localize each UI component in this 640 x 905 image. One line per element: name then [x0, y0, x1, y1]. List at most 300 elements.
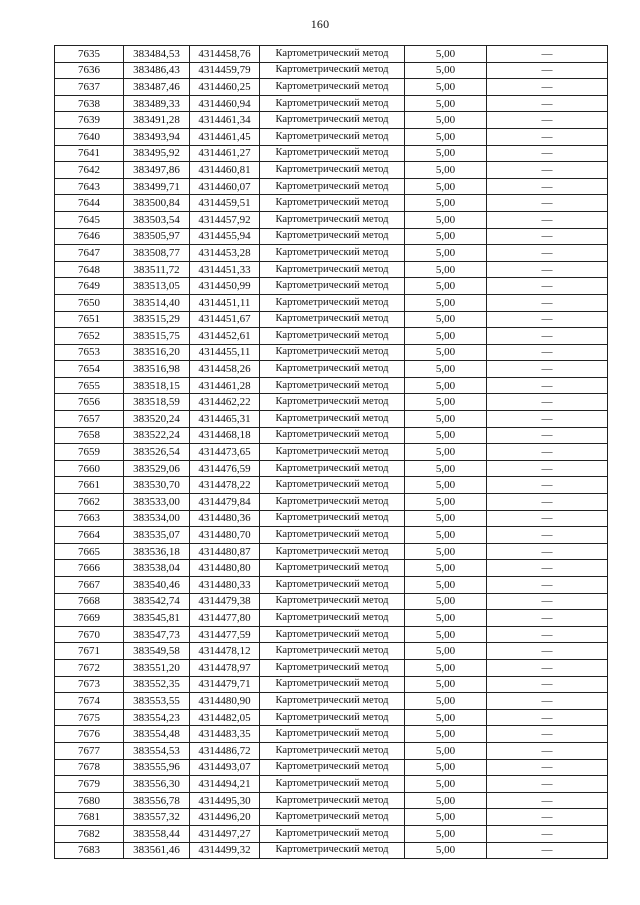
table-row: [55, 643, 608, 660]
x-coordinate-cell: 383538,04: [124, 560, 190, 577]
point-number-cell: 7648: [55, 261, 124, 278]
accuracy-cell: 5,00: [405, 693, 487, 710]
accuracy-cell: 5,00: [405, 195, 487, 212]
page-number: 160: [310, 17, 330, 31]
accuracy-cell: 5,00: [405, 311, 487, 328]
method-cell: Картометрический метод: [260, 444, 405, 461]
method-cell: Картометрический метод: [260, 112, 405, 129]
point-number-cell: 7673: [55, 676, 124, 693]
accuracy-cell: 5,00: [405, 577, 487, 594]
point-number-cell: 7645: [55, 211, 124, 228]
x-coordinate-cell: 383499,71: [124, 178, 190, 195]
table-row: [55, 79, 608, 96]
y-coordinate-cell: 4314452,61: [190, 328, 260, 345]
point-number-cell: 7637: [55, 79, 124, 96]
table-row: [55, 344, 608, 361]
point-number-cell: 7635: [55, 46, 124, 63]
accuracy-cell: 5,00: [405, 460, 487, 477]
dash-cell: —: [487, 626, 608, 643]
point-number-cell: 7640: [55, 128, 124, 145]
dash-cell: —: [487, 610, 608, 627]
dash-cell: —: [487, 411, 608, 428]
accuracy-cell: 5,00: [405, 444, 487, 461]
method-cell: Картометрический метод: [260, 809, 405, 826]
point-number-cell: 7664: [55, 527, 124, 544]
y-coordinate-cell: 4314461,45: [190, 128, 260, 145]
table-row: [55, 809, 608, 826]
y-coordinate-cell: 4314478,22: [190, 477, 260, 494]
method-cell: Картометрический метод: [260, 693, 405, 710]
y-coordinate-cell: 4314460,07: [190, 178, 260, 195]
table-row: [55, 726, 608, 743]
y-coordinate-cell: 4314455,94: [190, 228, 260, 245]
accuracy-cell: 5,00: [405, 776, 487, 793]
dash-cell: —: [487, 95, 608, 112]
table-row: [55, 211, 608, 228]
point-number-cell: 7674: [55, 693, 124, 710]
dash-cell: —: [487, 776, 608, 793]
table-row: [55, 825, 608, 842]
accuracy-cell: 5,00: [405, 809, 487, 826]
y-coordinate-cell: 4314482,05: [190, 709, 260, 726]
x-coordinate-cell: 383553,55: [124, 693, 190, 710]
accuracy-cell: 5,00: [405, 95, 487, 112]
y-coordinate-cell: 4314460,81: [190, 162, 260, 179]
x-coordinate-cell: 383511,72: [124, 261, 190, 278]
point-number-cell: 7678: [55, 759, 124, 776]
point-number-cell: 7649: [55, 278, 124, 295]
dash-cell: —: [487, 759, 608, 776]
method-cell: Картометрический метод: [260, 626, 405, 643]
accuracy-cell: 5,00: [405, 245, 487, 262]
method-cell: Картометрический метод: [260, 344, 405, 361]
x-coordinate-cell: 383545,81: [124, 610, 190, 627]
x-coordinate-cell: 383533,00: [124, 494, 190, 511]
point-number-cell: 7663: [55, 510, 124, 527]
method-cell: Картометрический метод: [260, 543, 405, 560]
accuracy-cell: 5,00: [405, 344, 487, 361]
dash-cell: —: [487, 361, 608, 378]
method-cell: Картометрический метод: [260, 709, 405, 726]
y-coordinate-cell: 4314478,12: [190, 643, 260, 660]
x-coordinate-cell: 383536,18: [124, 543, 190, 560]
accuracy-cell: 5,00: [405, 560, 487, 577]
accuracy-cell: 5,00: [405, 145, 487, 162]
dash-cell: —: [487, 128, 608, 145]
point-number-cell: 7660: [55, 460, 124, 477]
dash-cell: —: [487, 709, 608, 726]
table-row: [55, 742, 608, 759]
point-number-cell: 7683: [55, 842, 124, 859]
accuracy-cell: 5,00: [405, 79, 487, 96]
accuracy-cell: 5,00: [405, 593, 487, 610]
point-number-cell: 7656: [55, 394, 124, 411]
table-row: [55, 195, 608, 212]
y-coordinate-cell: 4314450,99: [190, 278, 260, 295]
method-cell: Картометрический метод: [260, 377, 405, 394]
y-coordinate-cell: 4314461,27: [190, 145, 260, 162]
accuracy-cell: 5,00: [405, 510, 487, 527]
point-number-cell: 7643: [55, 178, 124, 195]
point-number-cell: 7658: [55, 427, 124, 444]
x-coordinate-cell: 383491,28: [124, 112, 190, 129]
x-coordinate-cell: 383514,40: [124, 294, 190, 311]
point-number-cell: 7672: [55, 659, 124, 676]
x-coordinate-cell: 383547,73: [124, 626, 190, 643]
point-number-cell: 7644: [55, 195, 124, 212]
table-row: [55, 261, 608, 278]
method-cell: Картометрический метод: [260, 742, 405, 759]
method-cell: Картометрический метод: [260, 643, 405, 660]
method-cell: Картометрический метод: [260, 494, 405, 511]
x-coordinate-cell: 383484,53: [124, 46, 190, 63]
accuracy-cell: 5,00: [405, 676, 487, 693]
method-cell: Картометрический метод: [260, 610, 405, 627]
table-row: [55, 693, 608, 710]
x-coordinate-cell: 383554,23: [124, 709, 190, 726]
table-row: [55, 593, 608, 610]
method-cell: Картометрический метод: [260, 593, 405, 610]
table-row: [55, 759, 608, 776]
y-coordinate-cell: 4314461,34: [190, 112, 260, 129]
accuracy-cell: 5,00: [405, 527, 487, 544]
dash-cell: —: [487, 792, 608, 809]
y-coordinate-cell: 4314458,26: [190, 361, 260, 378]
table-row: [55, 311, 608, 328]
dash-cell: —: [487, 228, 608, 245]
y-coordinate-cell: 4314480,80: [190, 560, 260, 577]
point-number-cell: 7642: [55, 162, 124, 179]
point-number-cell: 7666: [55, 560, 124, 577]
y-coordinate-cell: 4314477,59: [190, 626, 260, 643]
x-coordinate-cell: 383551,20: [124, 659, 190, 676]
point-number-cell: 7657: [55, 411, 124, 428]
table-row: [55, 228, 608, 245]
y-coordinate-cell: 4314451,67: [190, 311, 260, 328]
dash-cell: —: [487, 825, 608, 842]
x-coordinate-cell: 383561,46: [124, 842, 190, 859]
table-row: [55, 294, 608, 311]
x-coordinate-cell: 383516,20: [124, 344, 190, 361]
x-coordinate-cell: 383554,53: [124, 742, 190, 759]
dash-cell: —: [487, 112, 608, 129]
x-coordinate-cell: 383530,70: [124, 477, 190, 494]
dash-cell: —: [487, 742, 608, 759]
point-number-cell: 7650: [55, 294, 124, 311]
table-row: [55, 626, 608, 643]
coordinates-table-body: [55, 46, 608, 859]
method-cell: Картометрический метод: [260, 659, 405, 676]
table-row: [55, 676, 608, 693]
dash-cell: —: [487, 211, 608, 228]
x-coordinate-cell: 383555,96: [124, 759, 190, 776]
x-coordinate-cell: 383535,07: [124, 527, 190, 544]
x-coordinate-cell: 383518,59: [124, 394, 190, 411]
point-number-cell: 7659: [55, 444, 124, 461]
table-row: [55, 444, 608, 461]
dash-cell: —: [487, 328, 608, 345]
accuracy-cell: 5,00: [405, 643, 487, 660]
accuracy-cell: 5,00: [405, 792, 487, 809]
accuracy-cell: 5,00: [405, 112, 487, 129]
point-number-cell: 7677: [55, 742, 124, 759]
x-coordinate-cell: 383540,46: [124, 577, 190, 594]
x-coordinate-cell: 383489,33: [124, 95, 190, 112]
point-number-cell: 7680: [55, 792, 124, 809]
table-row: [55, 46, 608, 63]
accuracy-cell: 5,00: [405, 825, 487, 842]
dash-cell: —: [487, 593, 608, 610]
point-number-cell: 7636: [55, 62, 124, 79]
dash-cell: —: [487, 693, 608, 710]
point-number-cell: 7670: [55, 626, 124, 643]
method-cell: Картометрический метод: [260, 759, 405, 776]
y-coordinate-cell: 4314465,31: [190, 411, 260, 428]
method-cell: Картометрический метод: [260, 676, 405, 693]
table-row: [55, 510, 608, 527]
y-coordinate-cell: 4314468,18: [190, 427, 260, 444]
method-cell: Картометрический метод: [260, 560, 405, 577]
point-number-cell: 7668: [55, 593, 124, 610]
point-number-cell: 7639: [55, 112, 124, 129]
table-row: [55, 709, 608, 726]
dash-cell: —: [487, 444, 608, 461]
y-coordinate-cell: 4314479,71: [190, 676, 260, 693]
point-number-cell: 7662: [55, 494, 124, 511]
table-row: [55, 178, 608, 195]
y-coordinate-cell: 4314479,84: [190, 494, 260, 511]
method-cell: Картометрический метод: [260, 394, 405, 411]
method-cell: Картометрический метод: [260, 792, 405, 809]
y-coordinate-cell: 4314460,94: [190, 95, 260, 112]
accuracy-cell: 5,00: [405, 261, 487, 278]
x-coordinate-cell: 383542,74: [124, 593, 190, 610]
y-coordinate-cell: 4314497,27: [190, 825, 260, 842]
y-coordinate-cell: 4314460,25: [190, 79, 260, 96]
accuracy-cell: 5,00: [405, 427, 487, 444]
point-number-cell: 7652: [55, 328, 124, 345]
method-cell: Картометрический метод: [260, 62, 405, 79]
dash-cell: —: [487, 643, 608, 660]
method-cell: Картометрический метод: [260, 427, 405, 444]
dash-cell: —: [487, 659, 608, 676]
dash-cell: —: [487, 178, 608, 195]
accuracy-cell: 5,00: [405, 543, 487, 560]
accuracy-cell: 5,00: [405, 228, 487, 245]
y-coordinate-cell: 4314459,79: [190, 62, 260, 79]
method-cell: Картометрический метод: [260, 162, 405, 179]
table-row: [55, 62, 608, 79]
x-coordinate-cell: 383508,77: [124, 245, 190, 262]
y-coordinate-cell: 4314477,80: [190, 610, 260, 627]
dash-cell: —: [487, 477, 608, 494]
accuracy-cell: 5,00: [405, 62, 487, 79]
x-coordinate-cell: 383556,78: [124, 792, 190, 809]
table-row: [55, 842, 608, 859]
method-cell: Картометрический метод: [260, 211, 405, 228]
method-cell: Картометрический метод: [260, 311, 405, 328]
x-coordinate-cell: 383487,46: [124, 79, 190, 96]
method-cell: Картометрический метод: [260, 726, 405, 743]
table-row: [55, 577, 608, 594]
accuracy-cell: 5,00: [405, 610, 487, 627]
accuracy-cell: 5,00: [405, 709, 487, 726]
point-number-cell: 7675: [55, 709, 124, 726]
table-row: [55, 394, 608, 411]
dash-cell: —: [487, 162, 608, 179]
y-coordinate-cell: 4314495,30: [190, 792, 260, 809]
method-cell: Картометрический метод: [260, 361, 405, 378]
dash-cell: —: [487, 394, 608, 411]
dash-cell: —: [487, 79, 608, 96]
method-cell: Картометрический метод: [260, 79, 405, 96]
y-coordinate-cell: 4314486,72: [190, 742, 260, 759]
accuracy-cell: 5,00: [405, 742, 487, 759]
table-row: [55, 128, 608, 145]
y-coordinate-cell: 4314478,97: [190, 659, 260, 676]
method-cell: Картометрический метод: [260, 527, 405, 544]
dash-cell: —: [487, 145, 608, 162]
dash-cell: —: [487, 726, 608, 743]
dash-cell: —: [487, 245, 608, 262]
y-coordinate-cell: 4314494,21: [190, 776, 260, 793]
table-row: [55, 477, 608, 494]
y-coordinate-cell: 4314499,32: [190, 842, 260, 859]
dash-cell: —: [487, 278, 608, 295]
dash-cell: —: [487, 344, 608, 361]
accuracy-cell: 5,00: [405, 278, 487, 295]
method-cell: Картометрический метод: [260, 95, 405, 112]
point-number-cell: 7682: [55, 825, 124, 842]
accuracy-cell: 5,00: [405, 46, 487, 63]
x-coordinate-cell: 383516,98: [124, 361, 190, 378]
accuracy-cell: 5,00: [405, 494, 487, 511]
dash-cell: —: [487, 261, 608, 278]
x-coordinate-cell: 383505,97: [124, 228, 190, 245]
dash-cell: —: [487, 311, 608, 328]
accuracy-cell: 5,00: [405, 328, 487, 345]
method-cell: Картометрический метод: [260, 128, 405, 145]
x-coordinate-cell: 383529,06: [124, 460, 190, 477]
table-row: [55, 560, 608, 577]
method-cell: Картометрический метод: [260, 228, 405, 245]
method-cell: Картометрический метод: [260, 510, 405, 527]
table-row: [55, 460, 608, 477]
y-coordinate-cell: 4314480,36: [190, 510, 260, 527]
accuracy-cell: 5,00: [405, 842, 487, 859]
method-cell: Картометрический метод: [260, 261, 405, 278]
table-row: [55, 659, 608, 676]
table-row: [55, 792, 608, 809]
accuracy-cell: 5,00: [405, 294, 487, 311]
method-cell: Картометрический метод: [260, 842, 405, 859]
y-coordinate-cell: 4314462,22: [190, 394, 260, 411]
point-number-cell: 7655: [55, 377, 124, 394]
table-row: [55, 145, 608, 162]
accuracy-cell: 5,00: [405, 361, 487, 378]
point-number-cell: 7654: [55, 361, 124, 378]
accuracy-cell: 5,00: [405, 626, 487, 643]
table-row: [55, 95, 608, 112]
table-row: [55, 361, 608, 378]
accuracy-cell: 5,00: [405, 377, 487, 394]
x-coordinate-cell: 383554,48: [124, 726, 190, 743]
point-number-cell: 7651: [55, 311, 124, 328]
y-coordinate-cell: 4314459,51: [190, 195, 260, 212]
y-coordinate-cell: 4314483,35: [190, 726, 260, 743]
y-coordinate-cell: 4314479,38: [190, 593, 260, 610]
x-coordinate-cell: 383493,94: [124, 128, 190, 145]
table-row: [55, 112, 608, 129]
y-coordinate-cell: 4314480,33: [190, 577, 260, 594]
x-coordinate-cell: 383558,44: [124, 825, 190, 842]
dash-cell: —: [487, 294, 608, 311]
point-number-cell: 7679: [55, 776, 124, 793]
table-row: [55, 278, 608, 295]
method-cell: Картометрический метод: [260, 145, 405, 162]
accuracy-cell: 5,00: [405, 178, 487, 195]
method-cell: Картометрический метод: [260, 294, 405, 311]
accuracy-cell: 5,00: [405, 411, 487, 428]
table-row: [55, 328, 608, 345]
method-cell: Картометрический метод: [260, 460, 405, 477]
dash-cell: —: [487, 527, 608, 544]
table-row: [55, 245, 608, 262]
y-coordinate-cell: 4314473,65: [190, 444, 260, 461]
dash-cell: —: [487, 377, 608, 394]
point-number-cell: 7676: [55, 726, 124, 743]
accuracy-cell: 5,00: [405, 394, 487, 411]
accuracy-cell: 5,00: [405, 128, 487, 145]
x-coordinate-cell: 383557,32: [124, 809, 190, 826]
accuracy-cell: 5,00: [405, 162, 487, 179]
method-cell: Картометрический метод: [260, 46, 405, 63]
table-row: [55, 543, 608, 560]
point-number-cell: 7653: [55, 344, 124, 361]
y-coordinate-cell: 4314453,28: [190, 245, 260, 262]
x-coordinate-cell: 383486,43: [124, 62, 190, 79]
y-coordinate-cell: 4314457,92: [190, 211, 260, 228]
x-coordinate-cell: 383522,24: [124, 427, 190, 444]
method-cell: Картометрический метод: [260, 411, 405, 428]
accuracy-cell: 5,00: [405, 211, 487, 228]
table-row: [55, 776, 608, 793]
table-row: [55, 377, 608, 394]
x-coordinate-cell: 383549,58: [124, 643, 190, 660]
x-coordinate-cell: 383534,00: [124, 510, 190, 527]
method-cell: Картометрический метод: [260, 328, 405, 345]
method-cell: Картометрический метод: [260, 178, 405, 195]
y-coordinate-cell: 4314458,76: [190, 46, 260, 63]
point-number-cell: 7638: [55, 95, 124, 112]
table-row: [55, 411, 608, 428]
dash-cell: —: [487, 494, 608, 511]
dash-cell: —: [487, 676, 608, 693]
dash-cell: —: [487, 510, 608, 527]
method-cell: Картометрический метод: [260, 776, 405, 793]
dash-cell: —: [487, 842, 608, 859]
accuracy-cell: 5,00: [405, 659, 487, 676]
y-coordinate-cell: 4314461,28: [190, 377, 260, 394]
x-coordinate-cell: 383513,05: [124, 278, 190, 295]
method-cell: Картометрический метод: [260, 577, 405, 594]
dash-cell: —: [487, 46, 608, 63]
x-coordinate-cell: 383503,54: [124, 211, 190, 228]
y-coordinate-cell: 4314496,20: [190, 809, 260, 826]
y-coordinate-cell: 4314480,87: [190, 543, 260, 560]
method-cell: Картометрический метод: [260, 245, 405, 262]
x-coordinate-cell: 383520,24: [124, 411, 190, 428]
